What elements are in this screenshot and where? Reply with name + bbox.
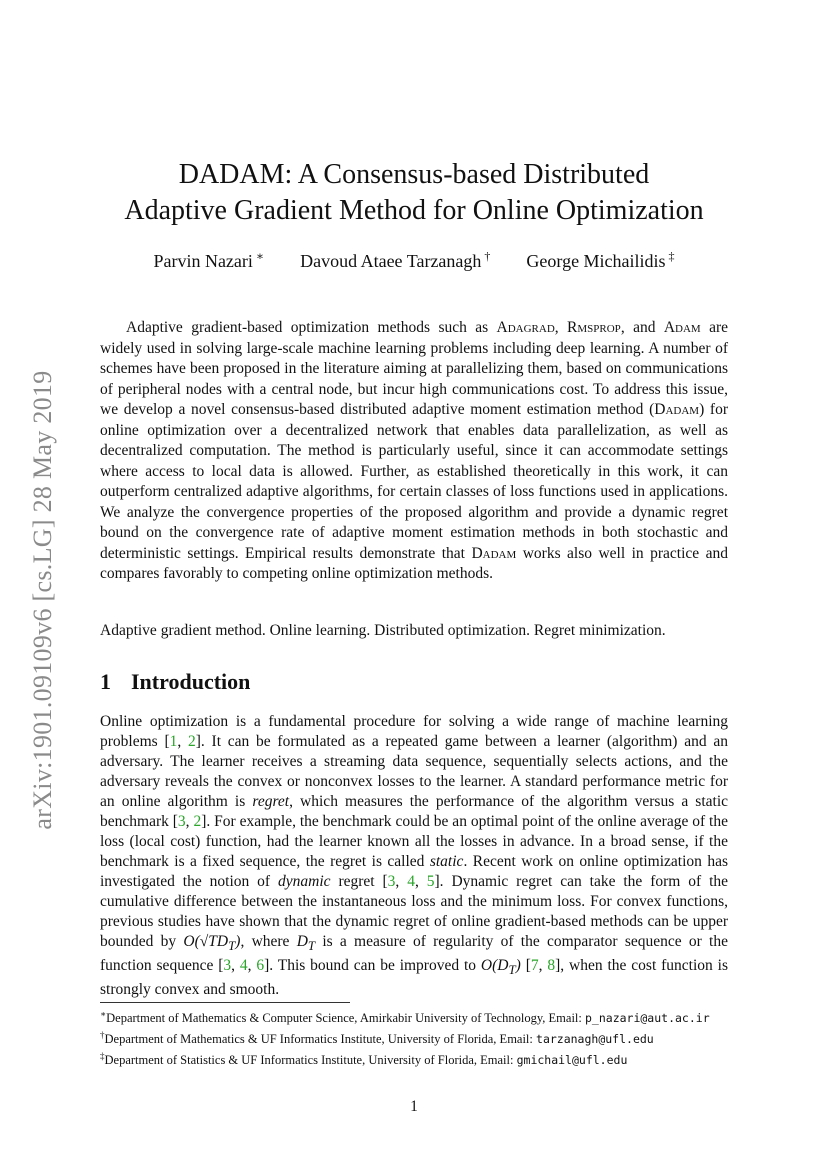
intro-text: . Recent work on online optimization has investigated the notion of: [100, 853, 729, 890]
footnote-mark: ∗: [100, 1009, 107, 1019]
footnote-3: [100, 1048, 728, 1069]
footnote-1: [100, 1006, 728, 1027]
citation-link[interactable]: 2: [188, 733, 196, 750]
abstract-dadam: Dadam: [654, 401, 700, 418]
section-title: Introduction: [131, 669, 251, 694]
intro-text: ], when the cost function is strongly convex and smooth.: [100, 957, 728, 999]
math-subscript: T: [228, 938, 236, 954]
footnote-text: Department of Mathematics & UF Informatics Institute, University of Florida, Email:: [104, 1032, 537, 1047]
intro-text: ]. This bound can be improved to: [264, 957, 481, 975]
term-static: static: [429, 853, 464, 870]
footnote-mark: ‡: [100, 1051, 105, 1062]
intro-text: ]. It can be formulated as a repeated game between a learner (algorithm) and an adversary. The learner receives a streaming data sequence, sequentially selects actions, and the adversary reveals the convex or nonconvex losses to the learner. A standard performance metric for an online algorithm is: [100, 733, 728, 810]
section-number: 1: [100, 669, 111, 694]
math-o-dt: [480, 957, 521, 978]
citation-link[interactable]: 4: [407, 873, 415, 890]
intro-text: Online optimization is a fundamental procedure for solving a wide range of machine learning problems [: [100, 713, 728, 750]
citation-link[interactable]: 3: [387, 873, 396, 890]
abstract-adagrad: Adagrad: [496, 319, 555, 336]
intro-sep: ,: [185, 813, 194, 830]
intro-text: regret [: [330, 873, 388, 890]
section-heading: [100, 669, 250, 695]
citation-link[interactable]: 8: [547, 957, 556, 975]
abstract-rmsprop: Rmsprop: [567, 319, 621, 336]
abstract-text: are widely used in solving large-scale machine learning problems including deep learning. A number of schemes have been proposed in the literature aiming at parallelizing them, based on communications of peripheral nodes with a central node, but incur high communications cost. To address this issue, we develop a novel consensus-based distributed adaptive moment estimation method (: [100, 319, 729, 418]
intro-sep: ,: [395, 873, 408, 890]
abstract-text: Adaptive gradient-based optimization methods such as: [126, 319, 497, 336]
footnote-mark: †: [100, 1030, 105, 1041]
citation-link[interactable]: 3: [223, 957, 232, 975]
keywords: Adaptive gradient method. Online learning. Distributed optimization. Regret minimization.: [100, 622, 666, 639]
citation-link[interactable]: 1: [169, 733, 178, 750]
arxiv-stamp-text: arXiv:1901.09109v6 [cs.LG] 28 May 2019: [28, 370, 57, 830]
citation-link[interactable]: 7: [530, 957, 539, 975]
arxiv-identifier-stamp: [20, 350, 66, 850]
paper-title-line-2: Adaptive Gradient Method for Online Optimization: [124, 195, 704, 226]
citation-link[interactable]: 4: [239, 957, 248, 975]
intro-text: , where: [240, 933, 297, 950]
abstract-dadam: Dadam: [471, 544, 517, 562]
intro-sep: ,: [231, 957, 240, 975]
abstract-sep: ,: [554, 319, 568, 336]
author-3-name: George Michailidis: [526, 251, 666, 271]
intro-sep: ,: [414, 873, 427, 890]
math-subscript: T: [508, 962, 516, 978]
math-subscript: T: [307, 938, 316, 954]
footnote-2: [100, 1027, 728, 1048]
citation-link[interactable]: 6: [256, 957, 265, 975]
math-part: ): [235, 933, 241, 950]
author-1: [153, 249, 264, 272]
term-dynamic: dynamic: [278, 873, 331, 890]
page-number: 1: [410, 1098, 418, 1115]
citation-link[interactable]: 2: [193, 813, 202, 830]
author-1-mark: ∗: [255, 249, 265, 263]
email-link[interactable]: tarzanagh@ufl.edu: [536, 1032, 654, 1047]
intro-text: is a measure of regularity of the comparator sequence or the function sequence [: [100, 933, 728, 975]
abstract-sep: , and: [620, 319, 664, 336]
math-o-sqrt-tdt: [183, 933, 241, 954]
math-dt: [296, 933, 316, 954]
intro-text: [: [520, 957, 531, 975]
author-2: [300, 249, 490, 272]
author-2-mark: †: [484, 249, 491, 263]
term-regret: regret: [252, 793, 290, 810]
author-3-mark: ‡: [668, 249, 675, 263]
abstract-adam: Adam: [663, 319, 701, 336]
footnote-text: Department of Statistics & UF Informatics Institute, University of Florida, Email:: [104, 1053, 517, 1068]
email-link[interactable]: gmichail@ufl.edu: [516, 1053, 628, 1068]
footnote-divider: [100, 1002, 350, 1003]
math-part: D: [296, 933, 308, 950]
paper-title-line-1: DADAM: A Consensus-based Distributed: [178, 159, 650, 190]
intro-text: ]. Dynamic regret can take the form of the cumulative difference between the instantaneous loss and the minimum loss. For convex functions, previous studies have shown that the dynamic regret of online gradient-based methods can be upper bounded by: [100, 873, 729, 950]
abstract: [100, 318, 728, 585]
math-part: O(D: [480, 957, 509, 975]
citation-link[interactable]: 5: [426, 873, 435, 890]
abstract-paragraph: [100, 318, 728, 585]
footnote-text: Department of Mathematics & Computer Science, Amirkabir University of Technology, Email:: [106, 1011, 585, 1026]
intro-sep: ,: [247, 957, 257, 975]
author-1-name: Parvin Nazari: [153, 251, 253, 271]
abstract-text: ) for online optimization over a decentralized network that enables data parallelization, as well as decentralized computation. The method is particularly useful, since it can accommodate settings where access to local data is allowed. Further, as established theoretically in this work, it can outperform centralized adaptive algorithms, for certain classes of loss functions used in applications. We analyze the convergence properties of the proposed algorithm and provide a dynamic regret bound on the convergence rate of adaptive moment estimation methods in both stochastic and deterministic settings. Empirical results demonstrate that: [100, 401, 728, 562]
intro-sep: ,: [538, 957, 548, 975]
author-list: [100, 249, 728, 272]
email-link[interactable]: p_nazari@aut.ac.ir: [585, 1011, 710, 1026]
intro-sep: ,: [177, 733, 188, 750]
math-part: ): [515, 957, 521, 975]
abstract-text: works also well in practice and compares favorably to competing online optimization methods.: [100, 544, 728, 582]
footnotes: [100, 1006, 728, 1069]
author-3: [526, 249, 674, 272]
citation-link[interactable]: 3: [177, 813, 186, 830]
math-part: O(√TD: [183, 933, 229, 950]
introduction-paragraph: [100, 712, 728, 1000]
intro-text: , which measures the performance of the algorithm versus a static benchmark [: [100, 793, 729, 830]
author-2-name: Davoud Ataee Tarzanagh: [300, 251, 482, 271]
intro-text: ]. For example, the benchmark could be an optimal point of the online average of the loss (local cost) function, had the learner known all the losses in advance. In a broad sense, if the benchmark is a fixed sequence, the regret is called: [100, 813, 728, 870]
